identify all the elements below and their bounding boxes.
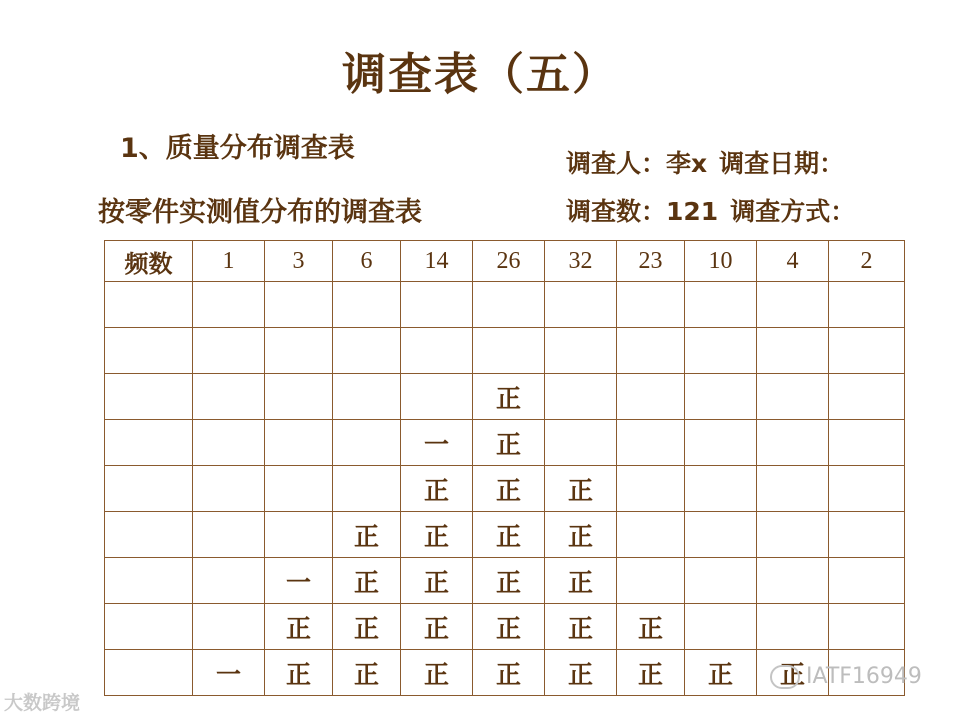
table-row [105,466,905,512]
tally-cell [333,466,401,512]
tally-cell [685,558,757,604]
tally-cell: 正 [401,650,473,696]
tally-cell [617,558,685,604]
tally-cell [757,420,829,466]
frequency-cell: 26 [473,241,545,282]
tally-cell [829,282,905,328]
tally-cell: 正 [473,374,545,420]
tally-cell: 正 [401,558,473,604]
tally-cell [265,512,333,558]
tally-cell [617,328,685,374]
tally-cell [333,420,401,466]
tally-cell [685,604,757,650]
frequency-cell: 3 [265,241,333,282]
tally-cell [333,282,401,328]
section-subtitle: 1、质量分布调查表 [120,133,355,164]
tally-cell [545,420,617,466]
tally-cell [265,374,333,420]
table-row [105,558,905,604]
tally-cell [545,374,617,420]
tally-cell: 一 [193,650,265,696]
tally-cell [829,466,905,512]
watermark-right-text: IATF16949 [806,664,922,689]
tally-cell: 正 [617,604,685,650]
tally-cell: 正 [265,650,333,696]
tally-cell: 正 [545,650,617,696]
tally-cell [193,558,265,604]
meta-line-1 [566,144,844,180]
tally-cell: 正 [333,512,401,558]
tally-cell [757,466,829,512]
table-row [105,282,905,328]
table-row [105,512,905,558]
tally-cell [617,420,685,466]
frequency-cell: 2 [829,241,905,282]
tally-cell [193,466,265,512]
tally-cell [401,374,473,420]
tally-cell [193,604,265,650]
tally-cell: 正 [473,604,545,650]
tally-cell: 正 [473,466,545,512]
frequency-cell: 14 [401,241,473,282]
tally-cell [617,282,685,328]
tally-cell [685,466,757,512]
tally-cell [829,558,905,604]
tally-cell [333,374,401,420]
tally-cell: 正 [333,650,401,696]
tally-cell [685,420,757,466]
tally-cell: 正 [545,558,617,604]
tally-cell [757,558,829,604]
frequency-cell: 10 [685,241,757,282]
frequency-cell: 1 [193,241,265,282]
tally-cell [545,282,617,328]
tally-cell [105,282,193,328]
frequency-cell: 4 [757,241,829,282]
tally-cell [829,604,905,650]
meta-line-2 [566,192,855,228]
tally-cell [473,328,545,374]
tally-cell [105,328,193,374]
table-caption: 按零件实测值分布的调查表 [98,197,422,228]
tally-cell: 正 [473,420,545,466]
tally-cell [105,558,193,604]
tally-cell [473,282,545,328]
tally-cell: 一 [401,420,473,466]
tally-cell [401,328,473,374]
tally-cell [617,512,685,558]
tally-cell [757,512,829,558]
tally-cell [333,328,401,374]
tally-cell [757,282,829,328]
tally-cell [265,420,333,466]
distribution-table [104,240,905,696]
watermark-left-text: 大数跨境 [4,692,81,714]
header-row [105,241,905,282]
page-title: 调查表（五） [342,49,618,100]
frequency-cell: 6 [333,241,401,282]
frequency-cell: 23 [617,241,685,282]
tally-cell: 正 [545,512,617,558]
tally-cell [829,420,905,466]
tally-cell [757,328,829,374]
tally-cell [685,328,757,374]
tally-cell: 正 [545,466,617,512]
tally-cell: 正 [265,604,333,650]
tally-cell [193,420,265,466]
table-row [105,374,905,420]
tally-cell [105,512,193,558]
watermark-left [4,688,80,715]
tally-cell [265,466,333,512]
tally-cell: 正 [545,604,617,650]
date-label: 调查日期： [719,149,845,178]
tally-cell [685,512,757,558]
header-label-cell: 频数 [105,241,193,282]
tally-cell [105,466,193,512]
tally-cell [617,466,685,512]
frequency-cell: 32 [545,241,617,282]
tally-cell: 正 [473,558,545,604]
tally-cell: 正 [757,650,829,696]
tally-cell [829,512,905,558]
tally-cell [829,328,905,374]
tally-cell [193,374,265,420]
tally-cell: 正 [473,650,545,696]
tally-cell [193,328,265,374]
tally-cell [401,282,473,328]
tally-cell [685,374,757,420]
tally-cell [265,328,333,374]
tally-cell: 正 [333,604,401,650]
method-label: 调查方式： [730,197,856,226]
count-label: 调查数：121 [566,197,719,226]
tally-cell [685,282,757,328]
tally-cell [105,374,193,420]
wechat-icon [770,665,800,689]
investigator-label: 调查人：李x [566,149,708,178]
tally-cell [105,604,193,650]
tally-cell: 正 [401,512,473,558]
table-row [105,604,905,650]
tally-cell: 正 [617,650,685,696]
tally-cell: 正 [401,466,473,512]
tally-cell [265,282,333,328]
tally-cell [193,282,265,328]
tally-cell: 一 [265,558,333,604]
tally-cell [829,374,905,420]
tally-cell [105,650,193,696]
tally-cell: 正 [333,558,401,604]
tally-cell [105,420,193,466]
tally-cell [617,374,685,420]
tally-cell [757,374,829,420]
tally-cell [757,604,829,650]
tally-cell: 正 [473,512,545,558]
watermark-right [770,664,922,689]
table-row [105,328,905,374]
tally-cell [545,328,617,374]
tally-cell: 正 [401,604,473,650]
tally-cell [193,512,265,558]
table-row [105,420,905,466]
tally-cell: 正 [685,650,757,696]
